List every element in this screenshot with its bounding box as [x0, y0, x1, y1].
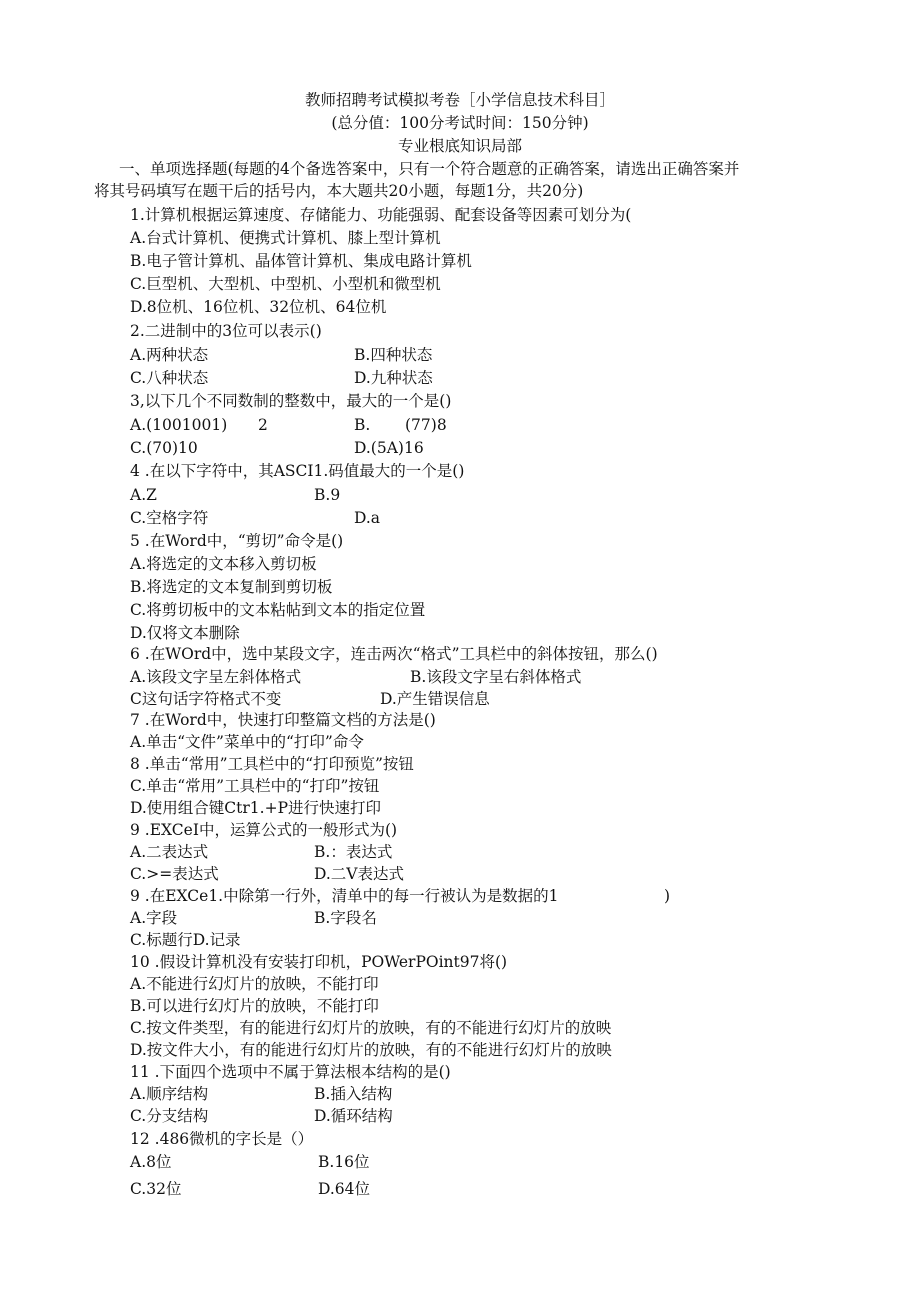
question-12-option-c: C.32位 — [130, 1180, 182, 1198]
question-7-stem: 7 .在Word中，快速打印整篇文档的方法是() — [130, 711, 436, 729]
question-2-stem: 2.二进制中的3位可以表示() — [130, 322, 322, 340]
question-9-option-c: C.>=表达式 — [130, 865, 219, 883]
question-9b-stem: 9 .在EXCe1.中除第一行外，清单中的每一行被认为是数据的1 — [130, 887, 559, 905]
question-1-stem: 1.计算机根据运算速度、存储能力、功能强弱、配套设备等因素可划分为( — [130, 206, 632, 224]
question-8-option-c: C.单击“常用”工具栏中的“打印”按钮 — [130, 777, 380, 795]
question-9b-stem-end: ) — [664, 887, 671, 905]
question-6-stem: 6 .在WOrd中，选中某段文字，连击两次“格式”工具栏中的斜体按钮，那么() — [130, 645, 658, 663]
question-10-option-b: B.可以进行幻灯片的放映，不能打印 — [130, 997, 379, 1015]
question-11-option-c: C.分支结构 — [130, 1107, 209, 1125]
question-9-stem: 9 .EXCeI中，运算公式的一般形式为() — [130, 821, 398, 839]
question-3-option-b: B. — [354, 416, 371, 434]
question-3-stem: 3,以下几个不同数制的整数中，最大的一个是() — [130, 392, 452, 410]
section-heading: 专业根底知识局部 — [397, 137, 522, 155]
question-2-option-c: C.八种状态 — [130, 369, 209, 387]
question-5-option-b: B.将选定的文本复制到剪切板 — [130, 578, 333, 596]
question-3-option-d: D.(5A)16 — [354, 439, 424, 457]
question-10-stem: 10 .假设计算机没有安装打印机，POWerPOint97将() — [130, 953, 508, 971]
question-12-option-a: A.8位 — [130, 1153, 172, 1171]
question-11-stem: 11 .下面四个选项中不属于算法根本结构的是() — [130, 1063, 451, 1081]
question-5-stem: 5 .在Word中，“剪切”命令是() — [130, 532, 344, 550]
question-11-option-d: D.循环结构 — [314, 1107, 393, 1125]
question-3-option-b-value: (77)8 — [405, 416, 447, 434]
question-9-option-a: A.二表达式 — [130, 843, 209, 861]
question-6-option-d: D.产生错误信息 — [380, 690, 490, 708]
question-2-option-b: B.四种状态 — [354, 346, 433, 364]
question-4-option-c: C.空格字符 — [130, 509, 209, 527]
question-5-option-a: A.将选定的文本移入剪切板 — [130, 555, 317, 573]
question-7-option-a: A.单击“文件”菜单中的“打印”命令 — [130, 733, 364, 751]
question-12-option-b: B.16位 — [318, 1153, 370, 1171]
question-9-option-d: D.二V表达式 — [314, 865, 404, 883]
question-2-option-a: A.两种状态 — [130, 346, 209, 364]
question-9b-option-a: A.字段 — [130, 909, 178, 927]
question-4-option-a: A.Z — [130, 486, 157, 504]
question-3-option-a: A.(1001001) — [130, 416, 228, 434]
question-6-option-c: C这句话字符格式不变 — [130, 690, 282, 708]
question-6-option-b: B.该段文字呈右斜体格式 — [410, 668, 582, 686]
question-8-option-b: 8 .单击“常用”工具栏中的“打印预览”按钮 — [130, 755, 414, 773]
question-11-option-b: B.插入结构 — [314, 1085, 393, 1103]
instructions-line-1: 一、单项选择题(每题的4个备选答案中，只有一个符合题意的正确答案，请选出正确答案并 — [119, 160, 740, 178]
question-10-option-c: C.按文件类型，有的能进行幻灯片的放映，有的不能进行幻灯片的放映 — [130, 1019, 612, 1037]
question-5-option-d: D.仅将文本删除 — [130, 624, 240, 642]
question-12-stem: 12 .486微机的字长是（） — [130, 1130, 314, 1148]
question-2-option-d: D.九种状态 — [354, 369, 433, 387]
question-11-option-a: A.顺序结构 — [130, 1085, 209, 1103]
question-4-option-d: D.a — [354, 509, 381, 527]
question-1-option-c: C.巨型机、大型机、中型机、小型机和微型机 — [130, 275, 441, 293]
question-4-option-b: B.9 — [314, 486, 341, 504]
exam-subtitle: (总分值：100分考试时间：150分钟) — [331, 114, 589, 132]
question-9-option-b: B.：表达式 — [314, 843, 393, 861]
question-10-option-a: A.不能进行幻灯片的放映，不能打印 — [130, 975, 379, 993]
question-9b-option-b: B.字段名 — [314, 909, 377, 927]
question-12-option-d: D.64位 — [318, 1180, 371, 1198]
question-10-option-d: D.按文件大小，有的能进行幻灯片的放映，有的不能进行幻灯片的放映 — [130, 1041, 612, 1059]
exam-title: 教师招聘考试模拟考卷［小学信息技术科目］ — [304, 91, 615, 109]
question-1-option-b: B.电子管计算机、晶体管计算机、集成电路计算机 — [130, 252, 472, 270]
question-8-option-d: D.使用组合键Ctr1.+P进行快速打印 — [130, 799, 382, 817]
question-5-option-c: C.将剪切板中的文本粘帖到文本的指定位置 — [130, 601, 426, 619]
instructions-line-2: 将其号码填写在题干后的括号内，本大题共20小题，每题1分，共20分) — [94, 182, 584, 200]
question-1-option-a: A.台式计算机、便携式计算机、膝上型计算机 — [130, 229, 441, 247]
question-3-option-a-base: 2 — [258, 416, 268, 434]
question-6-option-a: A.该段文字呈左斜体格式 — [130, 668, 302, 686]
question-1-option-d: D.8位机、16位机、32位机、64位机 — [130, 298, 387, 316]
question-3-option-c: C.(70)10 — [130, 439, 198, 457]
question-9b-option-cd: C.标题行D.记录 — [130, 931, 241, 949]
question-4-stem: 4 .在以下字符中，其ASCI1.码值最大的一个是() — [130, 462, 465, 480]
